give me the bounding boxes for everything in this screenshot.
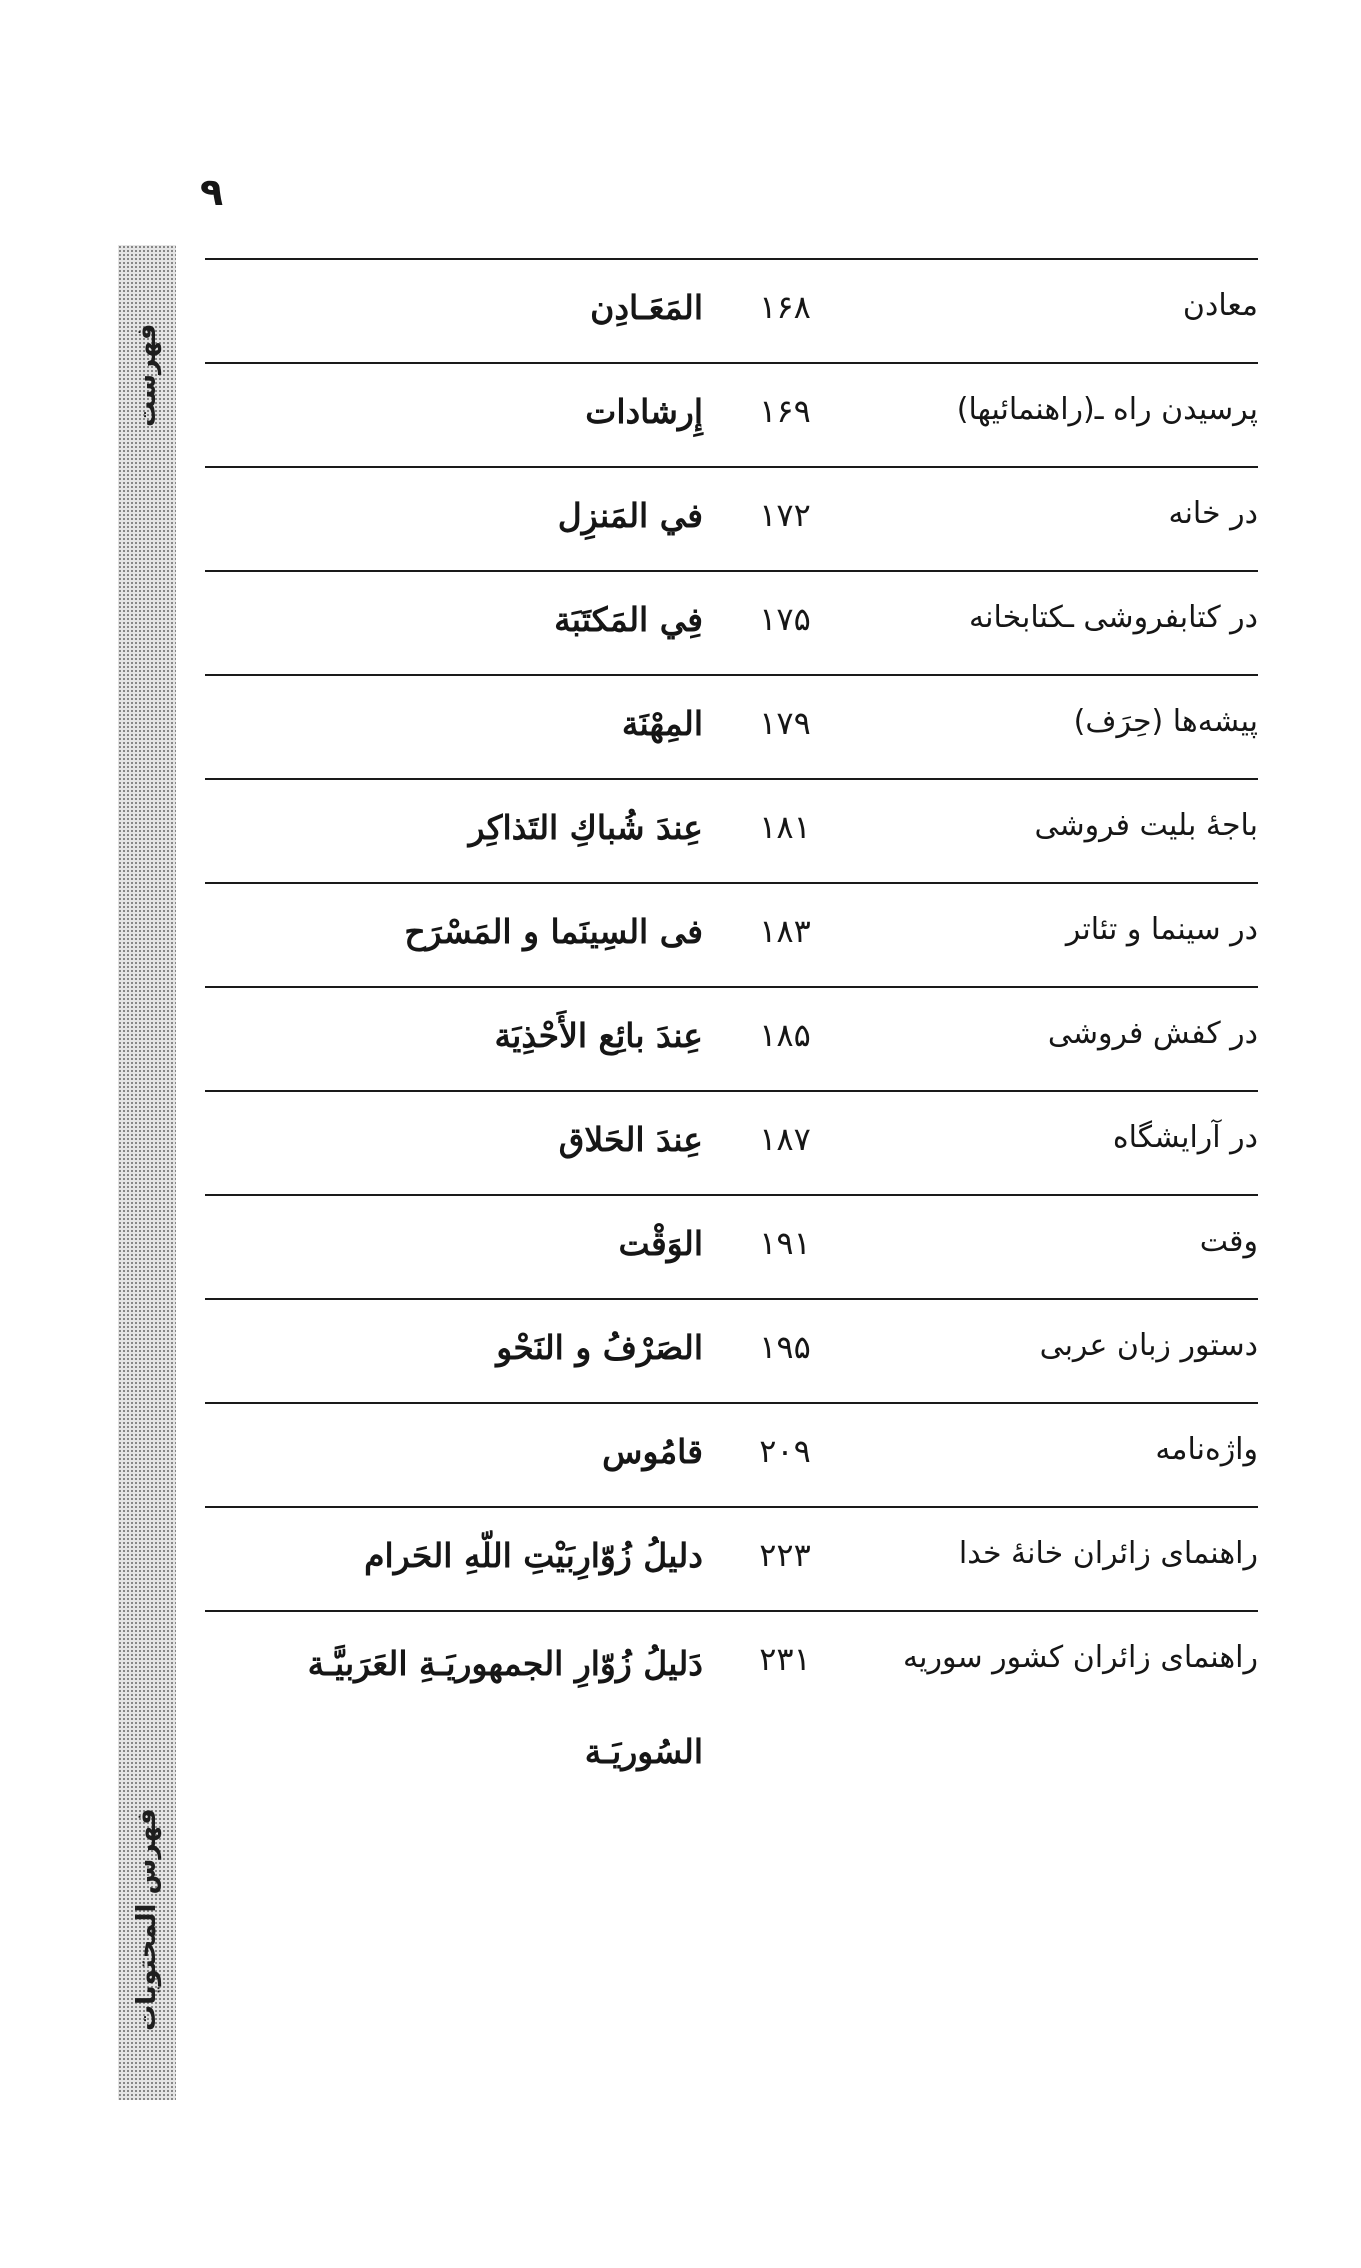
page-ref: ١٨٣ [759, 912, 811, 950]
persian-title: باجهٔ بلیت فروشی [1034, 808, 1258, 843]
arabic-title: قامُوس [602, 1432, 703, 1471]
arabic-title: فى السِينَما و المَسْرَح [404, 912, 703, 951]
persian-title: در کتابفروشی ـکتابخانه [969, 600, 1258, 635]
page-ref: ١٧۵ [759, 600, 811, 638]
persian-title: راهنمای زائران خانهٔ خدا [958, 1536, 1258, 1571]
persian-title: در سینما و تئاتر [1065, 912, 1258, 947]
persian-title: دستور زبان عربی [1039, 1328, 1258, 1363]
page-ref: ٢٣١ [759, 1640, 811, 1678]
arabic-title: إِرشادات [585, 392, 703, 431]
arabic-title: الوَقْت [618, 1224, 703, 1263]
page-ref: ١٧٩ [759, 704, 811, 742]
toc-row [205, 468, 1258, 572]
page-ref: ٢٠٩ [759, 1432, 811, 1470]
toc-row [205, 260, 1258, 364]
page-ref: ١۶٩ [759, 392, 811, 430]
persian-title: در آرایشگاه [1112, 1120, 1258, 1155]
persian-title: وقت [1199, 1224, 1258, 1259]
toc-row [205, 1092, 1258, 1196]
toc-row [205, 1300, 1258, 1404]
persian-title: راهنمای زائران کشور سوریه [903, 1640, 1258, 1675]
side-tab-band [118, 245, 176, 2100]
page-ref: ١٩١ [759, 1224, 811, 1262]
persian-title: معادن [1182, 288, 1258, 323]
page-ref: ٢٢٣ [759, 1536, 811, 1574]
toc-row [205, 1196, 1258, 1300]
arabic-title: دليلُ زُوّارِبَيْتِ اللّهِ الحَرام [364, 1536, 703, 1575]
toc-row [205, 1508, 1258, 1612]
persian-title: پیشه‌ها (حِرَف) [1073, 704, 1258, 739]
toc-row [205, 1404, 1258, 1508]
page-ref: ١۶٨ [759, 288, 811, 326]
toc-row [205, 1612, 1258, 1807]
side-label-top: فهرست [132, 323, 162, 427]
persian-title: در کفش فروشی [1047, 1016, 1258, 1051]
arabic-title: عِندَ شُباكِ التَذاكِر [468, 808, 703, 847]
arabic-title: عِندَ بائِع الأَحْذِيَة [494, 1016, 703, 1055]
persian-title: در خانه [1168, 496, 1258, 531]
toc-row [205, 364, 1258, 468]
toc-row [205, 780, 1258, 884]
page-ref: ١٩۵ [759, 1328, 811, 1366]
arabic-title: في المَنزِل [557, 496, 703, 535]
page-ref: ١٨۵ [759, 1016, 811, 1054]
toc-row [205, 988, 1258, 1092]
toc-row [205, 884, 1258, 988]
arabic-title: المَعَـادِن [590, 288, 703, 327]
page-ref: ١٨٧ [759, 1120, 811, 1158]
arabic-title: الصَرْفُ و النَحْو [496, 1328, 703, 1367]
side-label-bottom: فهرس المحتويات [132, 1808, 162, 2032]
page-ref: ١٨١ [759, 808, 811, 846]
table-of-contents [205, 258, 1258, 1807]
arabic-title: عِندَ الحَلاق [558, 1120, 703, 1159]
arabic-title: فِي المَكتَبَة [554, 600, 703, 639]
toc-row [205, 676, 1258, 780]
persian-title: واژه‌نامه [1155, 1432, 1258, 1467]
persian-title: پرسیدن راه ـ(راهنمائیها) [956, 392, 1258, 427]
arabic-title: دَليلُ زُوّارِ الجمهوريَـةِ العَرَبيَّـة السُوريَـة [307, 1644, 703, 1771]
arabic-title: المِهْنَة [621, 704, 703, 743]
page-number: ٩ [200, 170, 224, 214]
toc-row [205, 572, 1258, 676]
page-ref: ١٧٢ [759, 496, 811, 534]
